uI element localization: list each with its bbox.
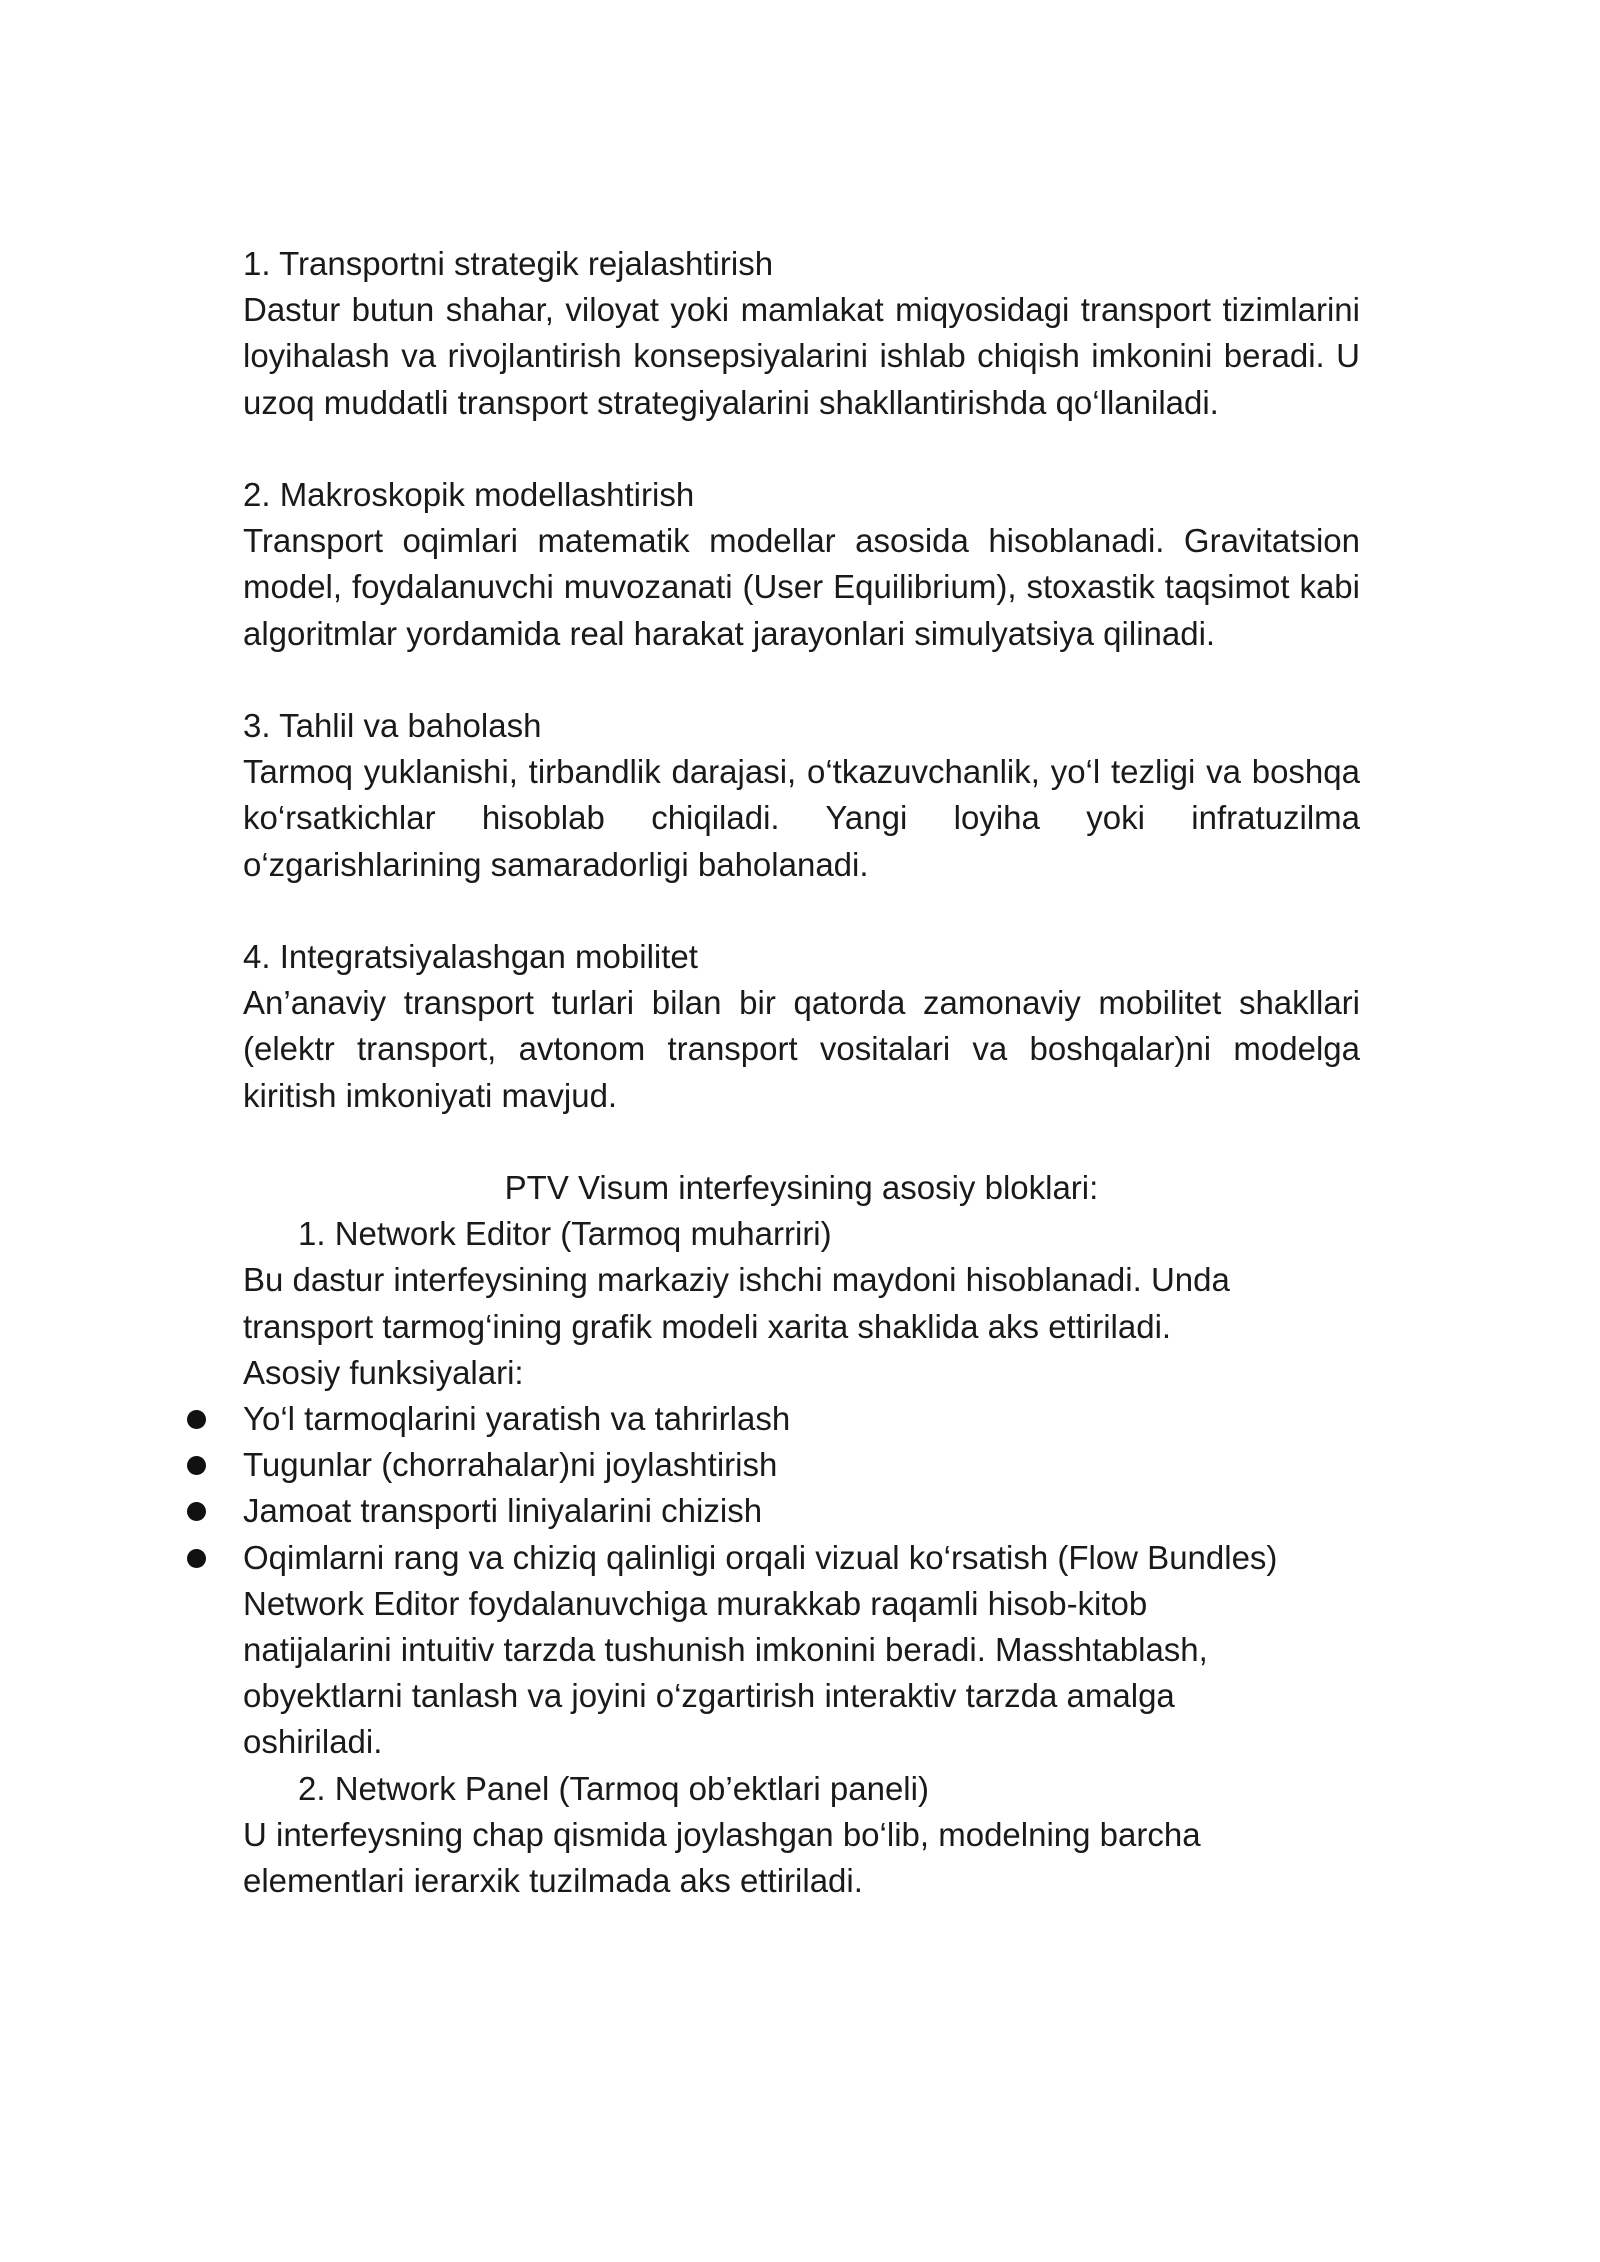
- section-heading: 4. Integratsiyalashgan mobilitet: [243, 938, 698, 975]
- network-panel-heading: 2. Network Panel (Tarmoq ob’ektlari paneli): [298, 1769, 929, 1807]
- list-item: [243, 1442, 1360, 1488]
- paragraph-gap: [243, 1119, 1360, 1165]
- network-panel-description-line: elementlari ierarxik tuzilmada aks ettiriladi.: [243, 1862, 863, 1900]
- functions-list: [243, 1396, 1360, 1581]
- network-editor-description-line: obyektlarni tanlash va joyini o‘zgartirish interaktiv tarzda amalga: [243, 1677, 1175, 1715]
- network-editor-description-line: Network Editor foydalanuvchiga murakkab raqamli hisob-kitob: [243, 1584, 1148, 1622]
- list-item: [243, 1396, 1360, 1442]
- network-panel-description-line: U interfeysning chap qismida joylashgan bo‘lib, modelning barcha: [243, 1815, 1201, 1853]
- section-body: Tarmoq yuklanishi, tirbandlik darajasi, o‘tkazuvchanlik, yo‘l tezligi va boshqa ko‘rsatkichlar hisoblab chiqiladi. Yangi loyiha yoki infratuzilma o‘zgarishlarining samaradorligi baholanadi.: [243, 753, 1360, 883]
- section-heading: 1. Transportni strategik rejalashtirish: [243, 245, 774, 282]
- bullet-icon: [187, 1502, 206, 1521]
- list-item-text: Jamoat transporti liniyalarini chizish: [243, 1492, 763, 1530]
- section-body: Transport oqimlari matematik modellar asosida hisoblanadi. Gravitatsion model, foydalanuvchi muvozanati (User Equilibrium), stoxastik taqsimot kabi algoritmlar yordamida real harakat jarayonlari simulyatsiya qilinadi.: [243, 522, 1360, 652]
- document-content: [243, 241, 1360, 1904]
- paragraph-gap: [243, 426, 1360, 472]
- interface-title: PTV Visum interfeysining asosiy bloklari:: [504, 1169, 1099, 1206]
- list-item: [243, 1535, 1360, 1581]
- list-item-text: Yo‘l tarmoqlarini yaratish va tahrirlash: [243, 1400, 791, 1438]
- paragraph-gap: [243, 657, 1360, 703]
- list-item-text: Oqimlarni rang va chiziq qalinligi orqali vizual ko‘rsatish (Flow Bundles): [243, 1538, 1278, 1576]
- section-heading: 2. Makroskopik modellashtirish: [243, 476, 695, 513]
- network-editor-intro-line: transport tarmog‘ining grafik modeli xarita shaklida aks ettiriladi.: [243, 1307, 1172, 1345]
- list-item-text: Tugunlar (chorrahalar)ni joylashtirish: [243, 1446, 778, 1484]
- network-editor-heading: 1. Network Editor (Tarmoq muharriri): [298, 1215, 832, 1253]
- bullet-icon: [187, 1456, 206, 1475]
- list-item: [243, 1488, 1360, 1534]
- section-body: An’anaviy transport turlari bilan bir qatorda zamonaviy mobilitet shakllari (elektr transport, avtonom transport vositalari va boshqalar)ni modelga kiritish imkoniyati mavjud.: [243, 984, 1360, 1114]
- bullet-icon: [187, 1549, 206, 1568]
- section-body: Dastur butun shahar, viloyat yoki mamlakat miqyosidagi transport tizimlarini loyihalash va rivojlantirish konsepsiyalarini ishlab chiqish imkonini beradi. U uzoq muddatli transport strategiyalarini shakllantirishda qo‘llaniladi.: [243, 291, 1360, 421]
- network-editor-description-line: natijalarini intuitiv tarzda tushunish imkonini beradi. Masshtablash,: [243, 1631, 1208, 1669]
- paragraph-gap: [243, 888, 1360, 934]
- network-editor-intro-line: Bu dastur interfeysining markaziy ishchi maydoni hisoblanadi. Unda: [243, 1261, 1230, 1299]
- network-editor-description-line: oshiriladi.: [243, 1723, 383, 1761]
- bullet-icon: [187, 1410, 206, 1429]
- functions-label: Asosiy funksiyalari:: [243, 1353, 524, 1391]
- section-heading: 3. Tahlil va baholash: [243, 707, 542, 744]
